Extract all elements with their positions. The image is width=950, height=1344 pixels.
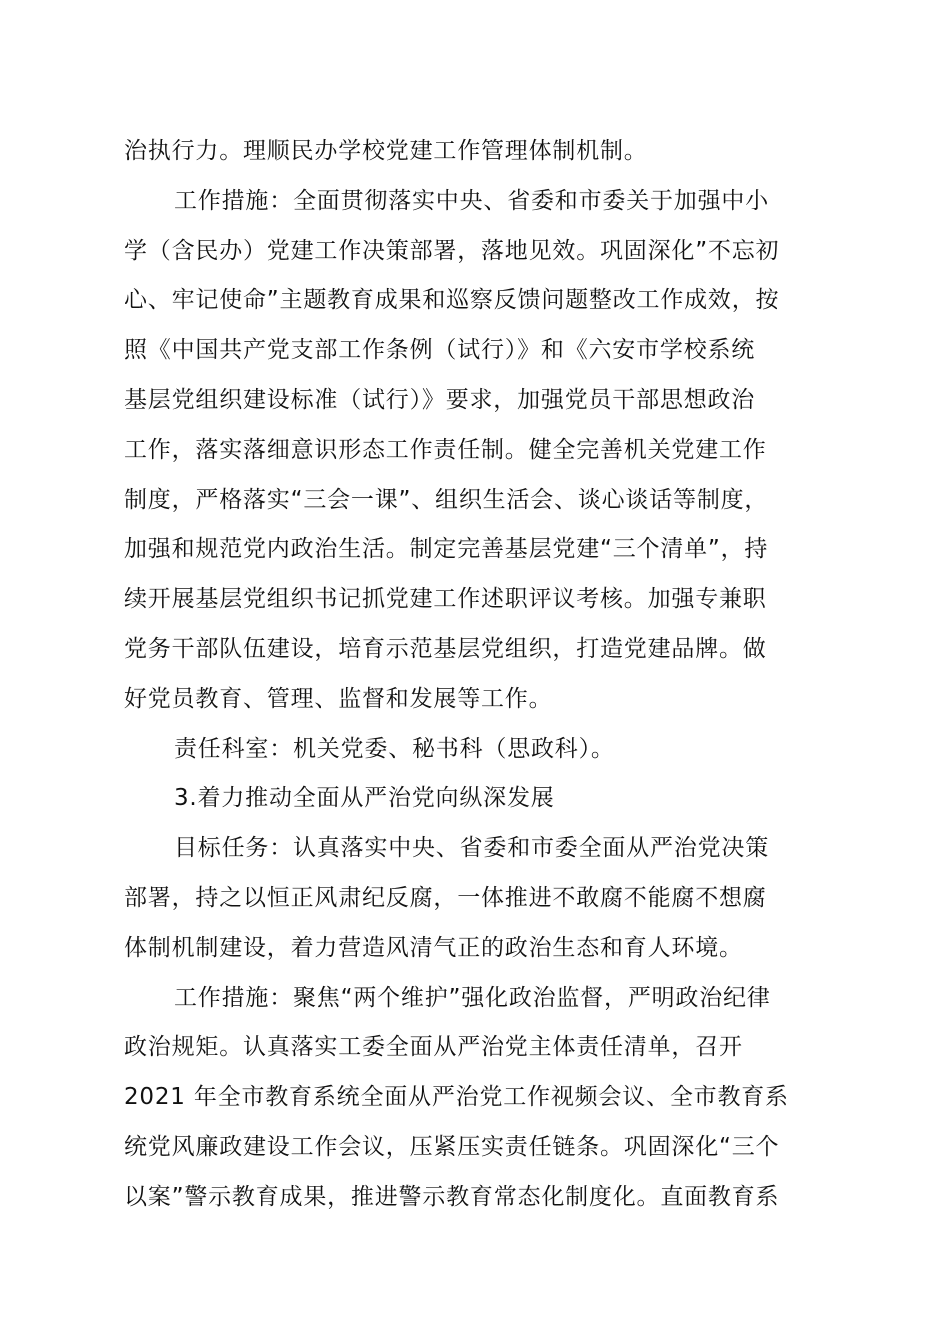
text-line: 以案”警示教育成果，推进警示教育常态化制度化。直面教育系 [124,1183,780,1210]
text-line: 责任科室：机关党委、秘书科（思政科）。 [174,735,615,762]
text-line: 目标任务：认真落实中央、省委和市委全面从严治党决策 [174,835,769,862]
text-line: 基层党组织建设标准（试行）》要求，加强党员干部思想政治 [124,386,756,413]
text-line: 学（含民办）党建工作决策部署，落地见效。巩固深化”不忘初 [124,237,780,264]
document-body [124,127,844,1223]
text-line: 统党风廉政建设工作会议，压紧压实责任链条。巩固深化“三个 [124,1133,780,1160]
text-line: 制度，严格落实“三会一课”、组织生活会、谈心谈话等制度， [124,486,769,513]
section-heading: 3.着力推动全面从严治党向纵深发展 [174,785,555,812]
text-line: 心、牢记使命”主题教育成果和巡察反馈问题整改工作成效，按 [124,287,780,314]
text-line: 治执行力。理顺民办学校党建工作管理体制机制。 [124,138,648,164]
text-line: 工作措施：全面贯彻落实中央、省委和市委关于加强中小 [174,187,769,214]
text-line: 党务干部队伍建设，培育示范基层党组织，打造党建品牌。做 [124,635,767,662]
text-line: 2021 年全市教育系统全面从严治党工作视频会议、全市教育系 [124,1084,789,1111]
text-line: 加强和规范党内政治生活。制定完善基层党建“三个清单”，持 [124,536,769,563]
text-line: 续开展基层党组织书记抓党建工作述职评议考核。加强专兼职 [124,586,767,613]
text-line: 体制机制建设，着力营造风清气正的政治生态和育人环境。 [124,934,743,961]
text-line: 照《中国共产党支部工作条例（试行）》和《六安市学校系统 [124,337,756,364]
text-line: 工作措施：聚焦“两个维护”强化政治监督，严明政治纪律 [174,984,771,1011]
text-line: 好党员教育、管理、监督和发展等工作。 [124,685,553,712]
text-line: 政治规矩。认真落实工委全面从严治党主体责任清单，召开 [124,1034,743,1061]
text-line: 部署，持之以恒正风肃纪反腐，一体推进不敢腐不能腐不想腐 [124,884,767,911]
text-line: 工作，落实落细意识形态工作责任制。健全完善机关党建工作 [124,436,767,463]
